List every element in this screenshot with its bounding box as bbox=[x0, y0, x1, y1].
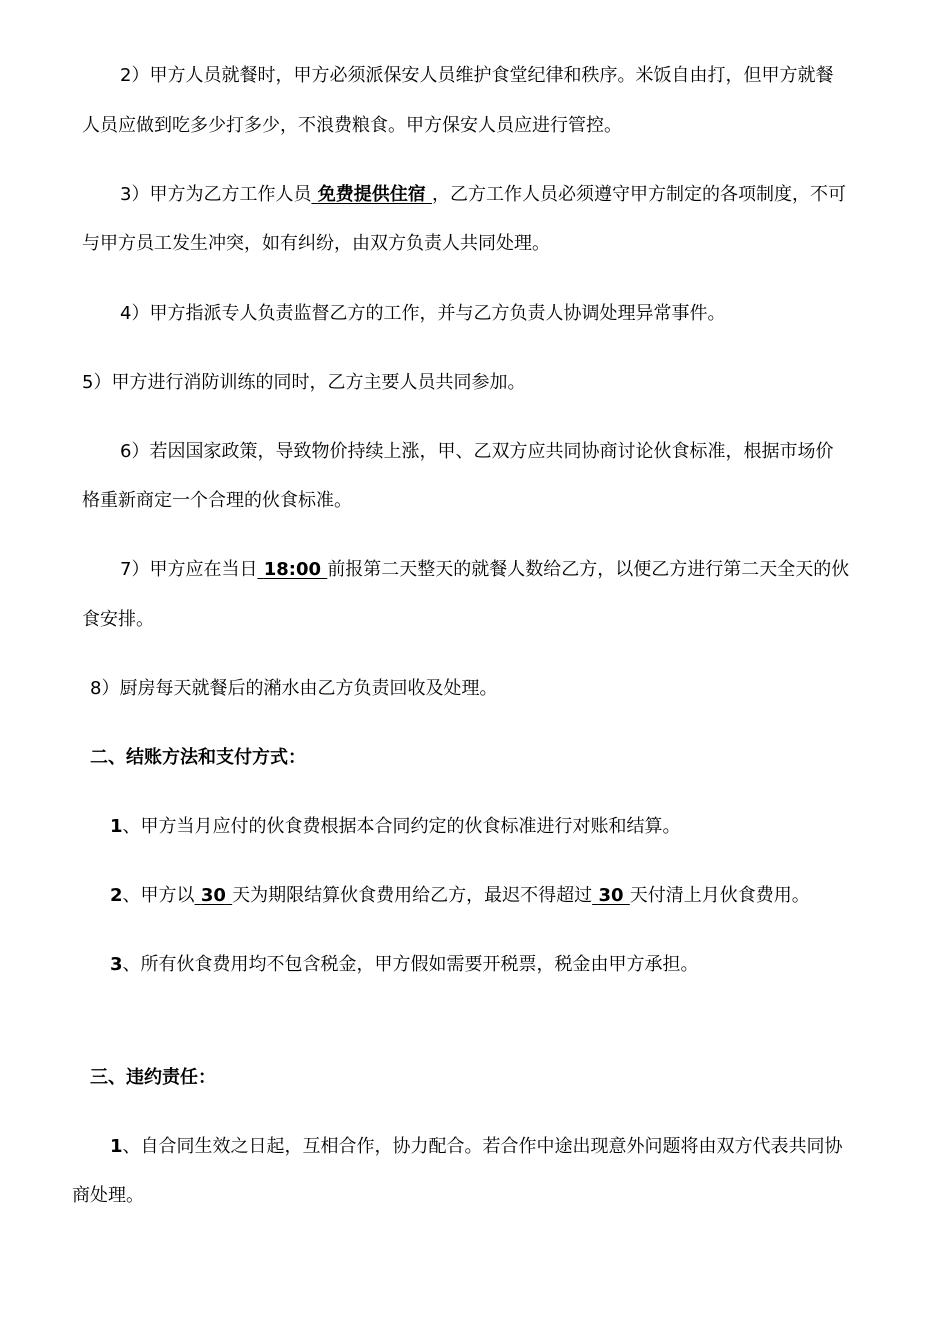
payment-deadline-value: 30 bbox=[598, 885, 624, 906]
clause-8-line-1: 8）厨房每天就餐后的潲水由乙方负责回收及处理。 bbox=[90, 678, 498, 699]
clause-7-line-1 bbox=[120, 557, 849, 583]
clause-6-line-2: 格重新商定一个合理的伙食标准。 bbox=[82, 490, 352, 511]
section-2-item-1 bbox=[110, 814, 681, 840]
item-text: 、甲方当月应付的伙食费根据本合同约定的伙食标准进行对账和结算。 bbox=[122, 816, 681, 837]
section-2-item-2 bbox=[110, 883, 810, 909]
clause-2-line-1: 2）甲方人员就餐时，甲方必须派保安人员维护食堂纪律和秩序。米饭自由打，但甲方就餐 bbox=[120, 65, 834, 86]
item-text-suffix: 天付清上月伙食费用。 bbox=[629, 885, 810, 906]
item-text: 、所有伙食费用均不包含税金，甲方假如需要开税票，税金由甲方承担。 bbox=[122, 954, 699, 975]
item-number: 3 bbox=[110, 954, 123, 975]
item-number: 1 bbox=[110, 1136, 123, 1157]
item-text: 、自合同生效之日起，互相合作，协力配合。若合作中途出现意外问题将由双方代表共同协 bbox=[122, 1136, 843, 1157]
deadline-time-text: 18:00 bbox=[263, 559, 322, 580]
clause-7-suffix: 前报第二天整天的就餐人数给乙方，以便乙方进行第二天全天的伙 bbox=[327, 559, 850, 580]
clause-3-prefix: 3）甲方为乙方工作人员 bbox=[120, 184, 312, 205]
clause-7-line-2: 食安排。 bbox=[82, 609, 154, 630]
clause-2-line-2: 人员应做到吃多少打多少，不浪费粮食。甲方保安人员应进行管控。 bbox=[82, 115, 622, 136]
clause-3-line-2: 与甲方员工发生冲突，如有纠纷，由双方负责人共同处理。 bbox=[82, 233, 550, 254]
section-3-item-1-line-1 bbox=[110, 1134, 843, 1160]
clause-4-line-1: 4）甲方指派专人负责监督乙方的工作，并与乙方负责人协调处理异常事件。 bbox=[120, 303, 726, 324]
item-number: 2 bbox=[110, 885, 123, 906]
section-3-heading: 三、违约责任： bbox=[90, 1067, 216, 1088]
item-number: 1 bbox=[110, 816, 123, 837]
section-3-item-1-line-2: 商处理。 bbox=[72, 1185, 144, 1206]
settlement-period-days bbox=[195, 885, 233, 906]
deadline-time-highlight bbox=[257, 559, 327, 580]
clause-7-prefix: 7）甲方应在当日 bbox=[120, 559, 258, 580]
payment-deadline-days bbox=[592, 885, 630, 906]
clause-3-suffix: ，乙方工作人员必须遵守甲方制定的各项制度，不可 bbox=[432, 184, 847, 205]
item-text-middle: 天为期限结算伙食费用给乙方，最迟不得超过 bbox=[232, 885, 593, 906]
clause-3-line-1 bbox=[120, 182, 846, 208]
section-2-heading: 二、结账方法和支付方式： bbox=[90, 747, 306, 768]
settlement-period-value: 30 bbox=[200, 885, 226, 906]
clause-6-line-1: 6）若因国家政策，导致物价持续上涨，甲、乙双方应共同协商讨论伙食标准，根据市场价 bbox=[120, 441, 834, 462]
item-text-prefix: 、甲方以 bbox=[122, 885, 195, 906]
free-accommodation-text: 免费提供住宿 bbox=[317, 184, 426, 205]
section-2-item-3 bbox=[110, 952, 699, 978]
clause-5-line-1: 5）甲方进行消防训练的同时，乙方主要人员共同参加。 bbox=[82, 372, 526, 393]
free-accommodation-highlight bbox=[311, 184, 432, 205]
